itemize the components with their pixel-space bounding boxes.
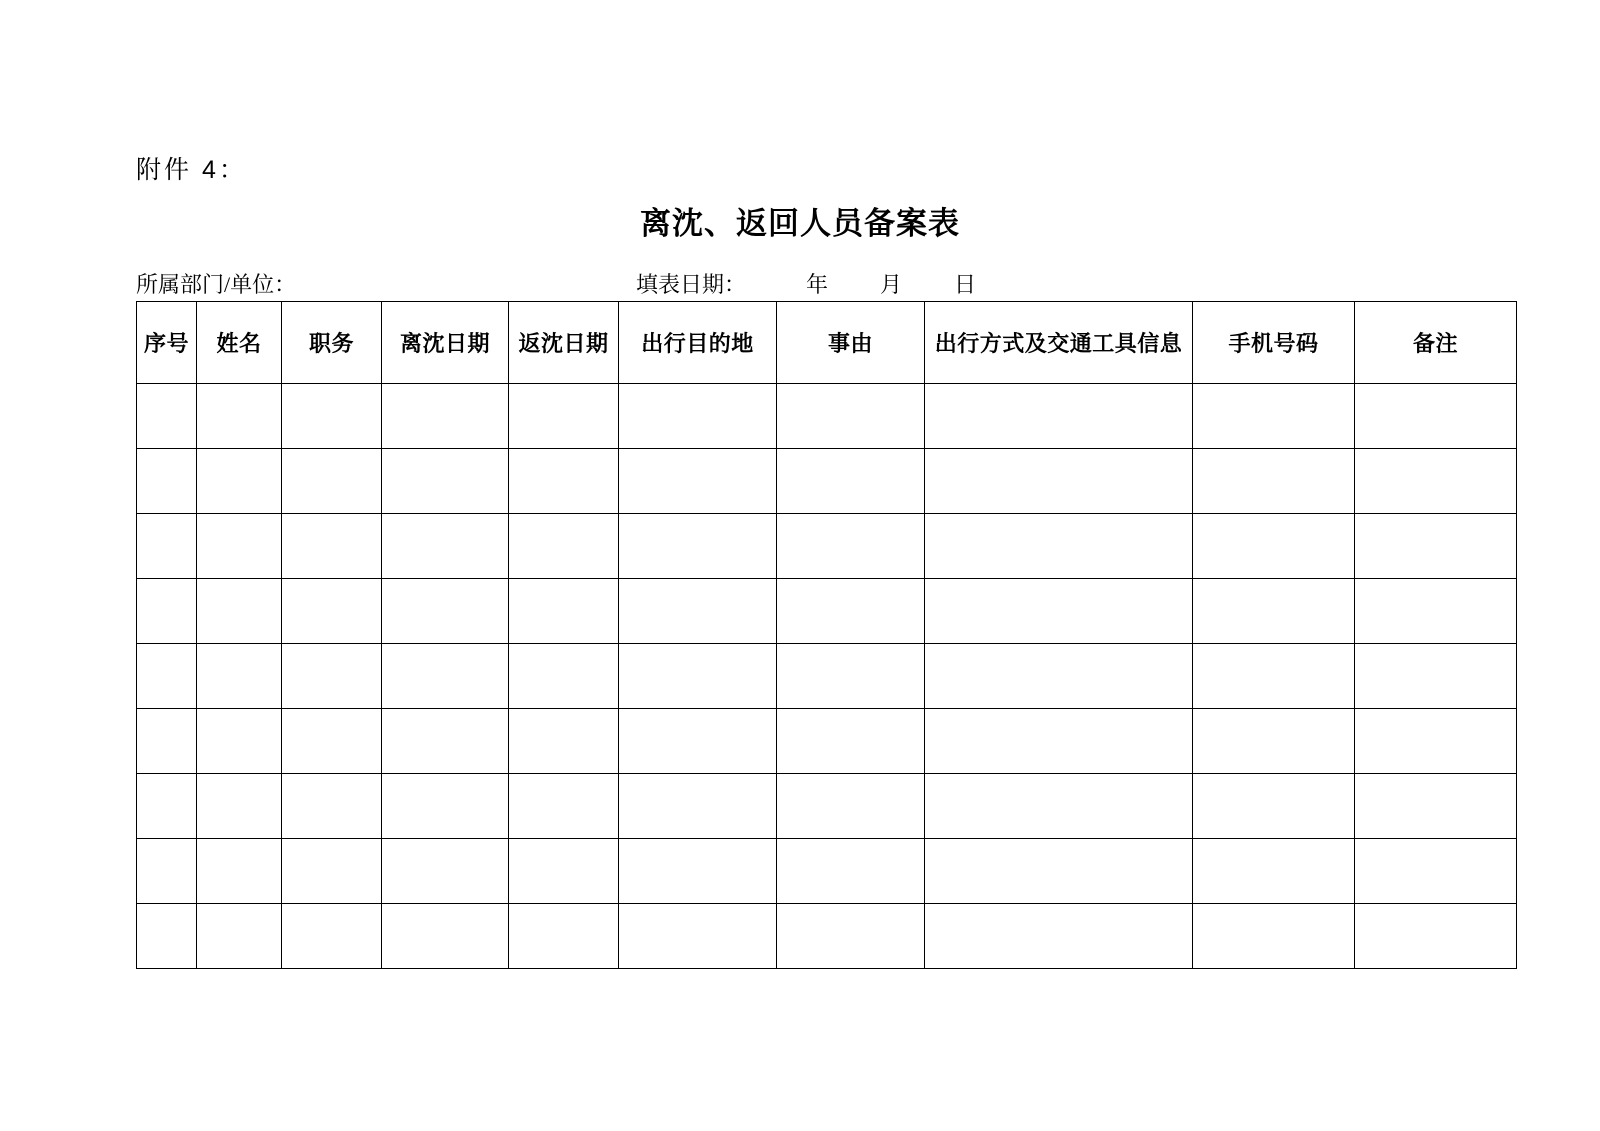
table-cell[interactable] xyxy=(382,514,509,579)
table-cell[interactable] xyxy=(282,839,382,904)
table-cell[interactable] xyxy=(282,904,382,969)
column-header-reason: 事由 xyxy=(777,302,925,384)
table-cell[interactable] xyxy=(1355,644,1517,709)
table-row xyxy=(137,384,1517,449)
table-cell[interactable] xyxy=(137,644,197,709)
table-cell[interactable] xyxy=(382,839,509,904)
column-header-phone: 手机号码 xyxy=(1193,302,1355,384)
table-cell[interactable] xyxy=(925,904,1193,969)
month-unit-label: 月 xyxy=(880,272,903,297)
table-cell[interactable] xyxy=(382,579,509,644)
table-row xyxy=(137,579,1517,644)
table-cell[interactable] xyxy=(382,904,509,969)
form-meta-row xyxy=(136,268,1476,298)
table-row xyxy=(137,839,1517,904)
fill-date-label: 填表日期： xyxy=(636,272,747,297)
table-cell[interactable] xyxy=(137,514,197,579)
table-row xyxy=(137,644,1517,709)
table-cell[interactable] xyxy=(509,904,619,969)
table-cell[interactable] xyxy=(1193,384,1355,449)
table-cell[interactable] xyxy=(619,514,777,579)
department-field-label: 所属部门/单位： xyxy=(136,272,297,297)
table-cell[interactable] xyxy=(777,449,925,514)
table-cell[interactable] xyxy=(282,579,382,644)
table-cell[interactable] xyxy=(925,839,1193,904)
page-title: 离沈、返回人员备案表 xyxy=(640,206,960,242)
table-cell[interactable] xyxy=(197,774,282,839)
table-row xyxy=(137,514,1517,579)
table-cell[interactable] xyxy=(282,709,382,774)
table-cell[interactable] xyxy=(509,579,619,644)
table-cell[interactable] xyxy=(1193,644,1355,709)
table-cell[interactable] xyxy=(1193,449,1355,514)
table-cell[interactable] xyxy=(197,384,282,449)
table-cell[interactable] xyxy=(197,709,282,774)
table-cell[interactable] xyxy=(509,384,619,449)
table-cell[interactable] xyxy=(1355,514,1517,579)
table-row xyxy=(137,904,1517,969)
fill-date-field xyxy=(636,268,976,299)
table-row xyxy=(137,709,1517,774)
table-cell[interactable] xyxy=(619,449,777,514)
table-cell[interactable] xyxy=(619,384,777,449)
table-cell[interactable] xyxy=(382,449,509,514)
table-cell[interactable] xyxy=(1355,384,1517,449)
table-cell[interactable] xyxy=(282,384,382,449)
table-cell[interactable] xyxy=(197,644,282,709)
table-header-row xyxy=(137,302,1517,384)
table-cell[interactable] xyxy=(197,449,282,514)
table-row xyxy=(137,449,1517,514)
table-cell[interactable] xyxy=(137,579,197,644)
table-cell[interactable] xyxy=(1355,579,1517,644)
table-cell[interactable] xyxy=(1193,709,1355,774)
table-cell[interactable] xyxy=(925,449,1193,514)
table-cell[interactable] xyxy=(509,449,619,514)
table-cell[interactable] xyxy=(137,709,197,774)
table-cell[interactable] xyxy=(382,774,509,839)
table-cell[interactable] xyxy=(509,644,619,709)
column-header-position: 职务 xyxy=(282,302,382,384)
column-header-name: 姓名 xyxy=(197,302,282,384)
table-cell[interactable] xyxy=(925,644,1193,709)
column-header-index: 序号 xyxy=(137,302,197,384)
table-cell[interactable] xyxy=(925,384,1193,449)
table-cell[interactable] xyxy=(925,514,1193,579)
table-cell[interactable] xyxy=(1193,774,1355,839)
column-header-destination: 出行目的地 xyxy=(619,302,777,384)
table-cell[interactable] xyxy=(1193,514,1355,579)
table-cell[interactable] xyxy=(777,839,925,904)
table-cell[interactable] xyxy=(1355,709,1517,774)
day-unit-label: 日 xyxy=(954,272,977,297)
table-cell[interactable] xyxy=(197,904,282,969)
table-cell[interactable] xyxy=(1355,449,1517,514)
column-header-transport-info: 出行方式及交通工具信息 xyxy=(925,302,1193,384)
table-cell[interactable] xyxy=(197,839,282,904)
table-cell[interactable] xyxy=(925,709,1193,774)
column-header-departure-date: 离沈日期 xyxy=(382,302,509,384)
table-cell[interactable] xyxy=(137,839,197,904)
table-cell[interactable] xyxy=(137,904,197,969)
table-row xyxy=(137,774,1517,839)
table-cell[interactable] xyxy=(1355,774,1517,839)
table-cell[interactable] xyxy=(619,774,777,839)
table-cell[interactable] xyxy=(619,904,777,969)
table-cell[interactable] xyxy=(777,904,925,969)
table-cell[interactable] xyxy=(137,384,197,449)
table-cell[interactable] xyxy=(925,579,1193,644)
table-cell[interactable] xyxy=(137,774,197,839)
table-cell[interactable] xyxy=(282,449,382,514)
table-cell[interactable] xyxy=(282,774,382,839)
table-cell[interactable] xyxy=(777,644,925,709)
table-cell[interactable] xyxy=(619,709,777,774)
table-cell[interactable] xyxy=(282,644,382,709)
table-cell[interactable] xyxy=(509,839,619,904)
table-cell[interactable] xyxy=(777,774,925,839)
table-cell[interactable] xyxy=(382,644,509,709)
table-cell[interactable] xyxy=(1355,904,1517,969)
table-cell[interactable] xyxy=(382,709,509,774)
year-unit-label: 年 xyxy=(806,272,829,297)
table-cell[interactable] xyxy=(509,774,619,839)
table-cell[interactable] xyxy=(197,579,282,644)
table-cell[interactable] xyxy=(197,514,282,579)
table-cell[interactable] xyxy=(619,839,777,904)
table-cell[interactable] xyxy=(619,644,777,709)
table-cell[interactable] xyxy=(925,774,1193,839)
table-cell[interactable] xyxy=(137,449,197,514)
table-cell[interactable] xyxy=(382,384,509,449)
registration-table xyxy=(136,301,1517,969)
table-cell[interactable] xyxy=(777,514,925,579)
attachment-label: 附件 4： xyxy=(136,156,247,184)
column-header-return-date: 返沈日期 xyxy=(509,302,619,384)
table-cell[interactable] xyxy=(777,579,925,644)
table-cell[interactable] xyxy=(1355,839,1517,904)
table-cell[interactable] xyxy=(1193,579,1355,644)
table-cell[interactable] xyxy=(509,709,619,774)
table-cell[interactable] xyxy=(777,384,925,449)
table-cell[interactable] xyxy=(1193,904,1355,969)
table-cell[interactable] xyxy=(509,514,619,579)
table-cell[interactable] xyxy=(282,514,382,579)
table-cell[interactable] xyxy=(619,579,777,644)
table-cell[interactable] xyxy=(1193,839,1355,904)
table-cell[interactable] xyxy=(777,709,925,774)
column-header-remarks: 备注 xyxy=(1355,302,1517,384)
